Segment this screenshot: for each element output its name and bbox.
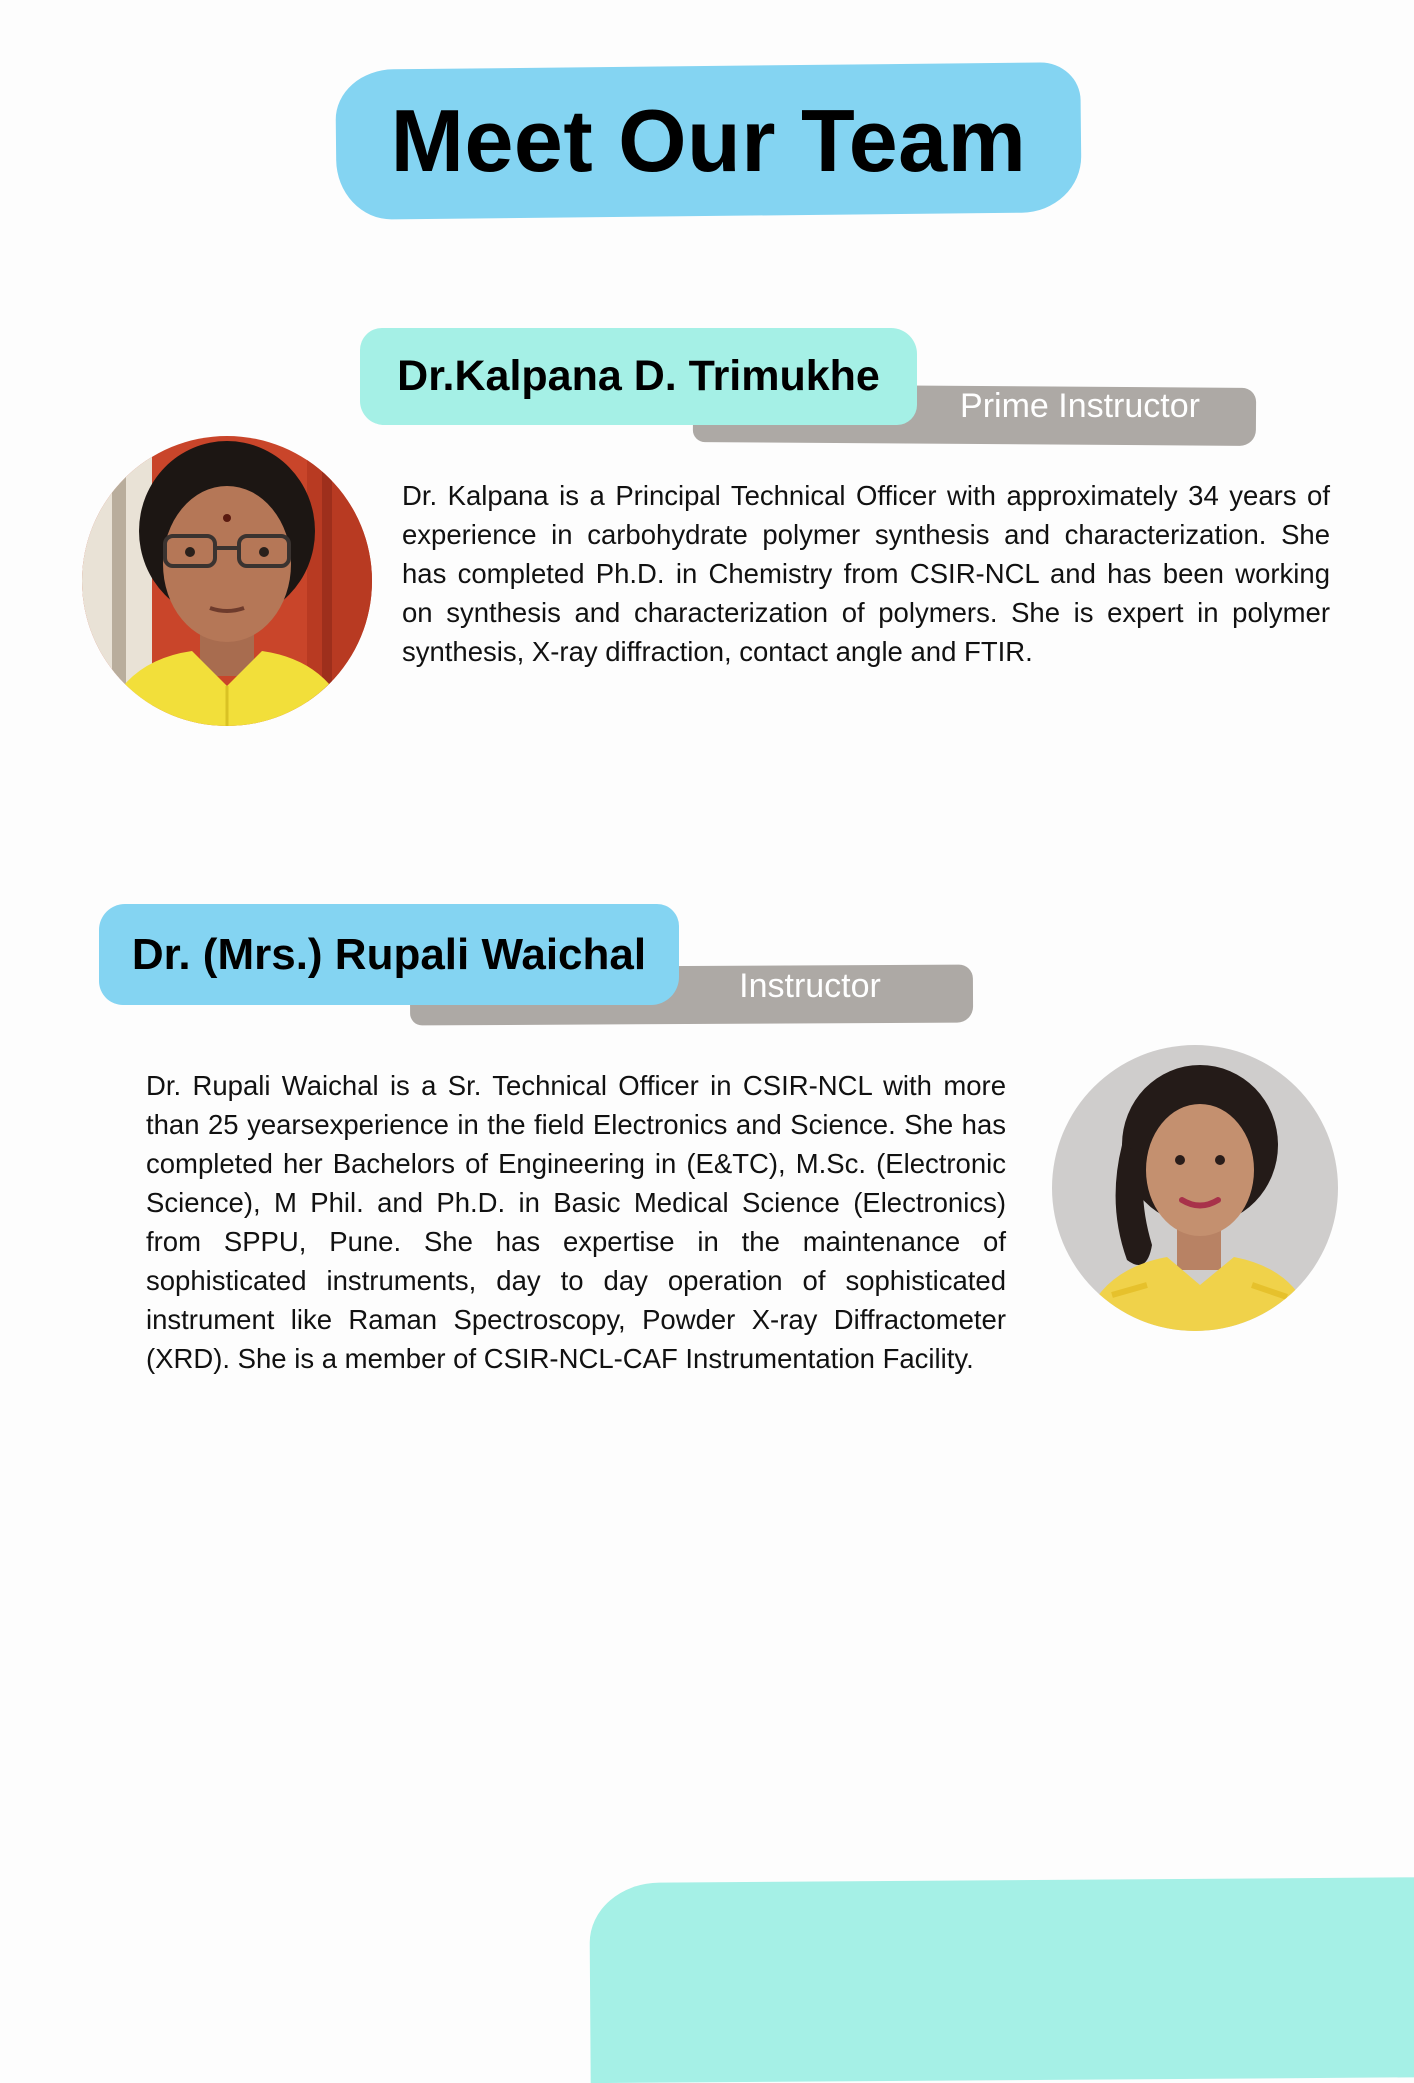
member-bio: Dr. Kalpana is a Principal Technical Officer with approximately 34 years of experience in carbohydrate polymer synthesis and characterization. She has completed Ph.D. in Chemistry from CSIR-NCL and has been working on synthesis and characterization of polymers. She is expert in polymer synthesis, X-ray diffraction, contact angle and FTIR. (402, 480, 1330, 667)
member-photo (82, 436, 372, 726)
decorative-bottom-shape (589, 1877, 1414, 2083)
member-photo (1052, 1045, 1338, 1331)
member-role: Instructor (739, 966, 881, 1005)
page-title: Meet Our Team (390, 91, 1027, 190)
member-bio: Dr. Rupali Waichal is a Sr. Technical Officer in CSIR-NCL with more than 25 yearsexperience in the field Electronics and Science. She has completed her Bachelors of Engineering in (E&TC), M.Sc. (Electronic Science), M Phil. and Ph.D. in Basic Medical Science (Electronics) from SPPU, Pune. She has expertise in the maintenance of sophisticated instruments, day to day operation of sophisticated instrument like Raman Spectroscopy, Powder X-ray Diffractometer (XRD). She is a member of CSIR-NCL-CAF Instrumentation Facility. (146, 1070, 1006, 1374)
member-role: Prime Instructor (960, 386, 1200, 425)
member-name: Dr. (Mrs.) Rupali Waichal (131, 929, 647, 979)
member-name: Dr.Kalpana D. Trimukhe (397, 352, 880, 400)
